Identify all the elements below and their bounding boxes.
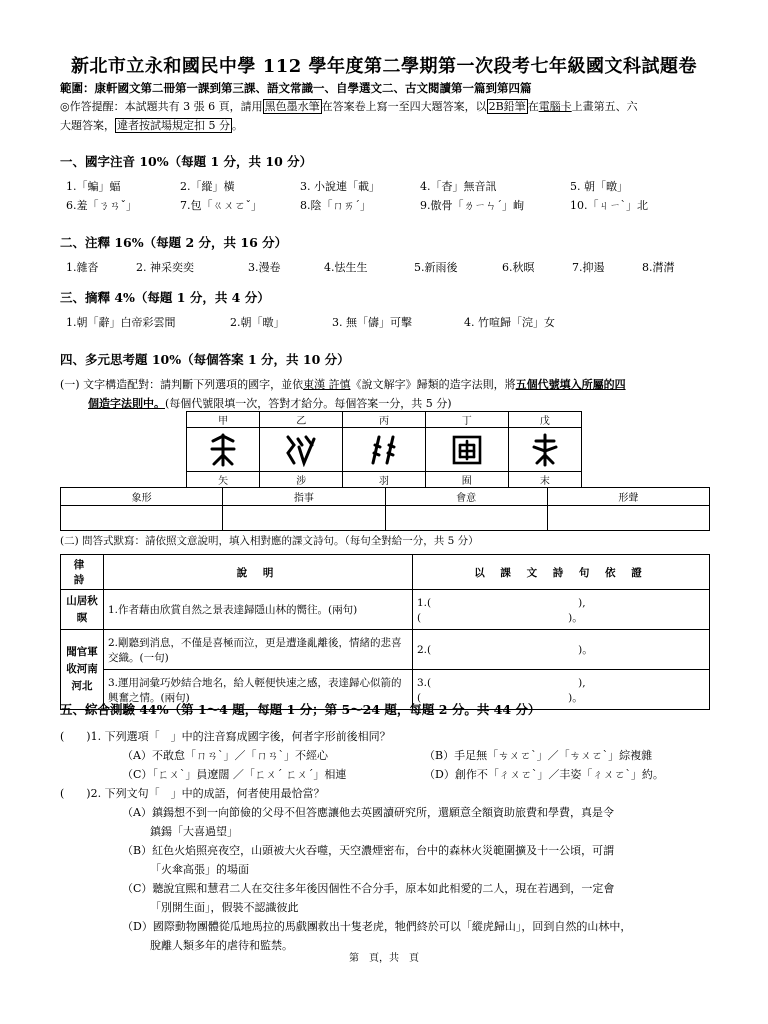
question-item: 7.抑遏 <box>572 261 605 274</box>
question-1-option-b: （B）手足無「ㄘㄨㄛˋ」／「ㄘㄨㄛˋ」綜複雜 <box>424 749 653 762</box>
notice-text: 上畫第五、六 <box>571 100 638 113</box>
question-item: 6.羞「ㄋㄢˇ」 <box>66 199 137 212</box>
glyph-code: 乙 <box>260 412 343 428</box>
notice-text: 在答案卷上寫一至四大題答案，以 <box>321 100 487 113</box>
category-answer-cell[interactable] <box>547 506 709 531</box>
question-item: 3.漫卷 <box>248 261 281 274</box>
poem-description: 1.作者藉由欣賞自然之景表達歸隱山林的嚮往。(兩句) <box>104 590 413 630</box>
question-item: 1.雜沓 <box>66 261 99 274</box>
instruction-bold: 個造字法則中。 <box>88 397 165 410</box>
question-item: 10.「ㄐㄧˋ」北 <box>570 199 648 212</box>
question-item: 2.朝「暾」 <box>230 316 285 329</box>
notice-text: 大題答案， <box>60 119 115 132</box>
question-item: 4.「杳」無音訊 <box>420 180 497 193</box>
instruction-underlined: 東漢 許慎 <box>303 378 351 391</box>
instruction-text: (一) 文字構造配對：請判斷下列選項的國字，並依 <box>60 378 304 391</box>
poem-answer-field[interactable]: 2.( )。 <box>413 630 710 670</box>
glyph-char: 末 <box>508 472 581 488</box>
question-item: 5. 朝「暾」 <box>570 180 628 193</box>
poem-header: 律 詩 <box>61 555 104 590</box>
glyph-code: 甲 <box>187 412 260 428</box>
glyph-char: 矢 <box>187 472 260 488</box>
question-2-option-c: （C）聽說宜熙和慧君二人在交往多年後因個性不合分手，原本如此相愛的二人，現在若遇到，一定會 <box>122 882 615 895</box>
glyph-char: 羽 <box>343 472 426 488</box>
question-item: 3. 小說連「載」 <box>300 180 380 193</box>
poem-answer-field[interactable]: 1.( ),( )。 <box>413 590 710 630</box>
exam-scope: 範圍：康軒國文第二冊第一課到第三課、語文常識一、自學選文二、古文閱讀第一篇到第四篇 <box>60 81 532 95</box>
ancient-glyph-you <box>425 428 508 472</box>
poem-name: 聞官軍收河南河北 <box>61 630 104 710</box>
question-item: 6.秋暝 <box>502 261 535 274</box>
ancient-glyph-she <box>260 428 343 472</box>
question-2-option-a: （A）鎮鍚想不到一向節儉的父母不但答應讓他去英國讀研究所，還願意全額資助旅費和學費，真是令 <box>122 806 614 819</box>
category-header: 會意 <box>385 488 547 506</box>
instruction-text: 《說文解字》歸類的造字法則，將 <box>350 378 516 391</box>
section-2-title: 二、注釋 16%（每題 2 分，共 16 分） <box>60 235 288 250</box>
question-item: 8.潸潸 <box>642 261 675 274</box>
section-4-part-2-instructions: (二) 問答式默寫：請依照文意說明，填入相對應的課文詩句。（每句全對給一分，共 5 分） <box>60 535 479 547</box>
question-1-stem: ( )1. 下列選項「 」中的注音寫成國字後，何者字形前後相同？ <box>60 730 391 743</box>
poem-description: 3.運用詞彙巧妙結合地名，給人輕便快速之感，表達歸心似箭的興奮之情。(兩句) <box>104 670 413 710</box>
question-2-option-a-cont: 鎮鍚「大喜過望」 <box>150 825 238 838</box>
poem-header: 以 課 文 詩 句 依 證 <box>413 555 710 590</box>
ancient-glyph-shi <box>187 428 260 472</box>
page-title: 新北市立永和國民中學 112 學年度第二學期第一次段考七年級國文科試題卷 <box>70 56 698 77</box>
question-item: 2.「縱」橫 <box>180 180 235 193</box>
question-2-option-b-cont: 「火傘高張」的場面 <box>150 863 249 876</box>
poem-answer-field[interactable]: 3.( ),( )。 <box>413 670 710 710</box>
question-1-option-c: （C）「ㄈㄨˋ」員遼闊 ／「ㄈㄨˊ ㄈㄨˊ」相連 <box>122 768 347 781</box>
question-item: 5.新雨後 <box>414 261 458 274</box>
section-1-title: 一、國字注音 10%（每題 1 分，共 10 分） <box>60 154 313 169</box>
question-2-option-c-cont: 「別開生面」，假裝不認識彼此 <box>150 901 299 914</box>
poem-name: 山居秋暝 <box>61 590 104 630</box>
instruction-text: (每個代號限填一次，答對才給分。每個答案一分，共 5 分) <box>165 397 452 410</box>
glyph-table <box>186 411 582 488</box>
poem-description: 2.剛聽到消息，不僅是喜極而泣，更是遭逢亂離後，情緒的悲喜交織。(一句) <box>104 630 413 670</box>
exam-notice <box>60 97 710 135</box>
glyph-code: 丙 <box>343 412 426 428</box>
question-1-option-d: （D）創作不「ㄔㄨㄛˋ」／丰姿「ㄔㄨㄛˋ」約。 <box>424 768 664 781</box>
category-answer-cell[interactable] <box>385 506 547 531</box>
section-5-title: 五、綜合測驗 44%（第 1～4 題，每題 1 分；第 5～24 題，每題 2 分。共 44 分） <box>60 702 541 717</box>
category-header: 象形 <box>61 488 223 506</box>
section-4-title: 四、多元思考題 10%（每個答案 1 分，共 10 分） <box>60 352 350 367</box>
category-header: 形聲 <box>547 488 709 506</box>
question-2-option-d-cont: 脫離人類多年的虐待和監禁。 <box>150 939 293 952</box>
notice-underlined: 電腦卡 <box>538 100 572 113</box>
notice-text: ◎作答提醒：本試題共有 3 張 6 頁，請用 <box>60 100 263 113</box>
question-item: 9.傲骨「ㄌㄧㄣˊ」峋 <box>420 199 524 212</box>
category-table <box>60 487 710 531</box>
question-item: 4. 竹喧歸「浣」女 <box>464 316 555 329</box>
question-item: 7.包「ㄍㄨㄛˇ」 <box>180 199 262 212</box>
section-3-title: 三、摘釋 4%（每題 1 分，共 4 分） <box>60 290 270 305</box>
question-1-option-a: （A）不敢怠「ㄇㄢˋ」／「ㄇㄢˋ」不經心 <box>122 749 328 762</box>
question-2-option-d: （D）國際動物團體從瓜地馬拉的馬戲團救出十隻老虎，牠們終於可以「縱虎歸山」，回到自然的山林中， <box>122 920 632 933</box>
question-item: 2. 神采奕奕 <box>136 261 194 274</box>
ancient-glyph-yu <box>343 428 426 472</box>
ancient-glyph-mo <box>508 428 581 472</box>
category-answer-cell[interactable] <box>61 506 223 531</box>
glyph-code: 戊 <box>508 412 581 428</box>
instruction-bold: 五個代號填入所屬的四 <box>515 378 626 391</box>
notice-boxed-pencil: 2B鉛筆 <box>488 100 526 113</box>
question-2-option-b: （B）紅色火焰照亮夜空，山頭被大火吞噬，天空濃煙密布，台中的森林火災範圍擴及十一公頃，可謂 <box>122 844 615 857</box>
category-header: 指事 <box>223 488 385 506</box>
question-item: 4.怯生生 <box>324 261 368 274</box>
glyph-char: 涉 <box>260 472 343 488</box>
category-answer-cell[interactable] <box>223 506 385 531</box>
poem-table <box>60 554 710 710</box>
question-item: 1.朝「辭」白帝彩雲間 <box>66 316 176 329</box>
question-item: 8.陰「ㄇㄞˊ」 <box>300 199 371 212</box>
question-item: 3. 無「儔」可擊 <box>332 316 412 329</box>
notice-text: 。 <box>232 119 243 132</box>
question-item: 1.「蝙」蝠 <box>66 180 121 193</box>
glyph-char: 囿 <box>425 472 508 488</box>
notice-text: 在 <box>527 100 539 113</box>
section-4-part-1-instructions <box>60 375 720 413</box>
glyph-code: 丁 <box>425 412 508 428</box>
notice-boxed-pen: 黑色墨水筆 <box>264 100 320 113</box>
notice-boxed-penalty: 違者按試場規定扣 5 分 <box>117 119 230 132</box>
page-footer: 第 頁，共 頁 <box>349 953 419 964</box>
question-2-stem: ( )2. 下列文句「 」中的成語，何者使用最恰當？ <box>60 787 325 800</box>
poem-header: 說 明 <box>104 555 413 590</box>
